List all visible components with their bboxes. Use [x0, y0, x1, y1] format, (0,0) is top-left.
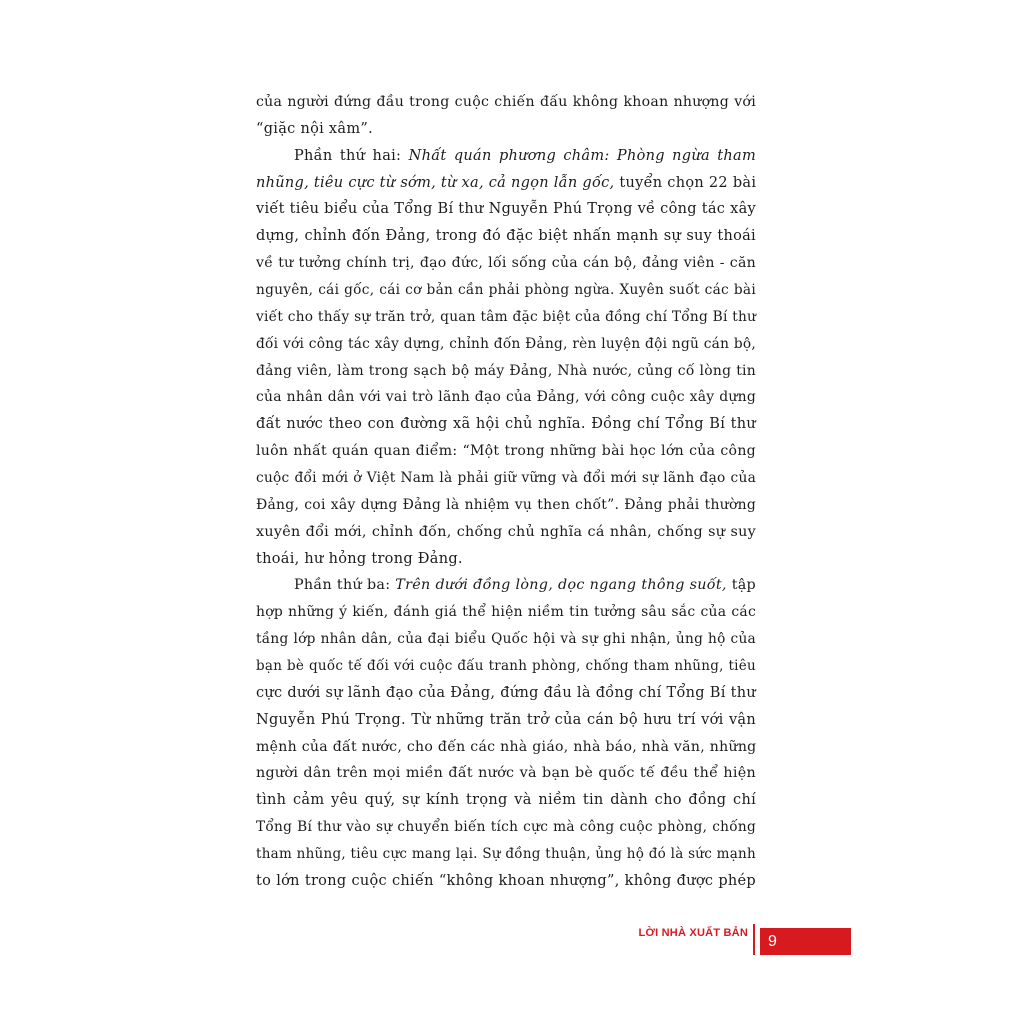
text-line — [256, 170, 756, 197]
text-line: Đảng, coi xây dựng Đảng là nhiệm vụ then chốt”. Đảng phải thường — [256, 496, 756, 513]
text-line: hợp những ý kiến, đánh giá thể hiện niềm tin tưởng sâu sắc của các — [256, 604, 756, 621]
part-three-text: tập — [726, 577, 756, 594]
text-line: tầng lớp nhân dân, của đại biểu Quốc hội và sự ghi nhận, ủng hộ của — [256, 631, 756, 648]
text-line: viết tiêu biểu của Tổng Bí thư Nguyễn Phú Trọng về công tác xây — [256, 201, 756, 218]
running-footer-section-label: LỜI NHÀ XUẤT BẢN — [638, 927, 748, 939]
text-line: đảng viên, làm trong sạch bộ máy Đảng, Nhà nước, củng cố lòng tin — [256, 362, 756, 379]
text-line: của nhân dân với vai trò lãnh đạo của Đảng, với công cuộc xây dựng — [256, 389, 756, 406]
text-line — [256, 143, 756, 170]
part-three-lead: Phần thứ ba: — [294, 577, 396, 594]
part-two-lead: Phần thứ hai: — [294, 147, 409, 164]
body-text — [256, 89, 756, 895]
part-three-title: Trên dưới đồng lòng, dọc ngang thông suốt, — [395, 577, 727, 594]
text-line: viết cho thấy sự trăn trở, quan tâm đặc biệt của đồng chí Tổng Bí thư — [256, 308, 757, 325]
text-line: thoái, hư hỏng trong Đảng. — [256, 550, 463, 567]
footer-divider — [753, 924, 755, 955]
text-line: luôn nhất quán quan điểm: “Một trong những bài học lớn của công — [256, 443, 756, 460]
part-two-text: tuyển chọn 22 bài — [614, 174, 757, 191]
text-line: to lớn trong cuộc chiến “không khoan nhượng”, không được phép — [256, 872, 756, 889]
text-line — [256, 572, 756, 599]
text-line: của người đứng đầu trong cuộc chiến đấu không khoan nhượng với — [256, 94, 756, 110]
text-line: dựng, chỉnh đốn Đảng, trong đó đặc biệt nhấn mạnh sự suy thoái — [256, 228, 756, 245]
text-line: Nguyễn Phú Trọng. Từ những trăn trở của cán bộ hưu trí với vận — [256, 711, 756, 728]
page-number-bar — [760, 928, 851, 955]
text-line: cực dưới sự lãnh đạo của Đảng, đứng đầu là đồng chí Tổng Bí thư — [256, 684, 756, 701]
text-line: mệnh của đất nước, cho đến các nhà giáo, nhà báo, nhà văn, những — [256, 738, 757, 755]
page-number: 9 — [768, 933, 777, 950]
text-line: người dân trên mọi miền đất nước và bạn bè quốc tế đều thể hiện — [256, 765, 756, 782]
text-line: tham nhũng, tiêu cực mang lại. Sự đồng thuận, ủng hộ đó là sức mạnh — [256, 846, 756, 863]
text-line: xuyên đổi mới, chỉnh đốn, chống chủ nghĩa cá nhân, chống sự suy — [256, 523, 756, 540]
text-line: về tư tưởng chính trị, đạo đức, lối sống của cán bộ, đảng viên - căn — [256, 255, 756, 272]
text-line: cuộc đổi mới ở Việt Nam là phải giữ vững và đổi mới sự lãnh đạo của — [256, 470, 756, 487]
text-line: Tổng Bí thư vào sự chuyển biến tích cực mà công cuộc phòng, chống — [256, 819, 756, 836]
text-line: đất nước theo con đường xã hội chủ nghĩa. Đồng chí Tổng Bí thư — [256, 416, 756, 433]
text-line: nguyên, cái gốc, cái cơ bản cần phải phòng ngừa. Xuyên suốt các bài — [256, 282, 756, 299]
text-line: “giặc nội xâm”. — [256, 120, 373, 137]
part-two-title: Nhất quán phương châm: Phòng ngừa tham — [408, 147, 756, 164]
part-two-title-cont: nhũng, tiêu cực từ sớm, từ xa, cả ngọn lẫn gốc, — [256, 174, 615, 191]
text-line: bạn bè quốc tế đối với cuộc đấu tranh phòng, chống tham nhũng, tiêu — [256, 658, 756, 675]
text-line: đối với công tác xây dựng, chỉnh đốn Đảng, rèn luyện đội ngũ cán bộ, — [256, 335, 756, 352]
text-line: tình cảm yêu quý, sự kính trọng và niềm tin dành cho đồng chí — [256, 792, 756, 809]
